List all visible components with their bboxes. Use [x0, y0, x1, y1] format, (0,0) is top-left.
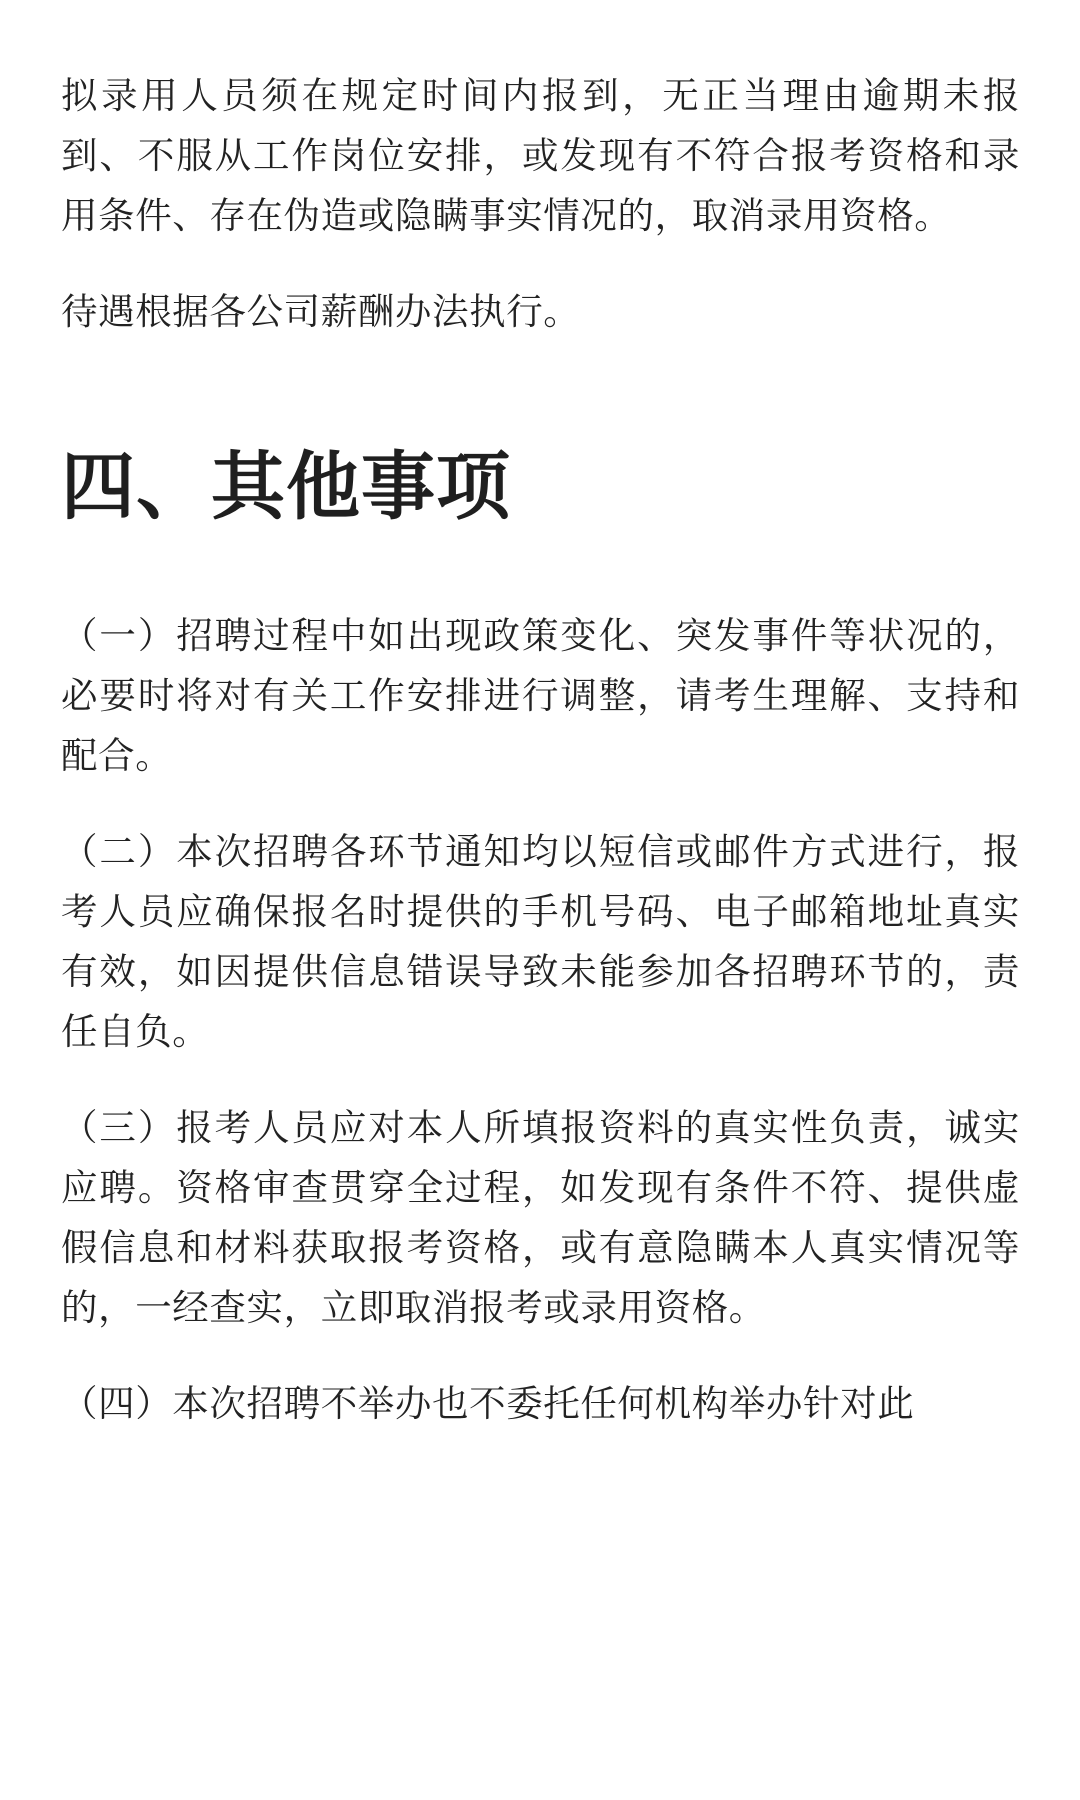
paragraph-salary: 待遇根据各公司薪酬办法执行。 [61, 290, 581, 333]
item-policy-change: （一）招聘过程中如出现政策变化、突发事件等状况的，必要时将对有关工作安排进行调整，请考生理解、支持和配合。 [61, 614, 1020, 777]
item-notification-method: （二）本次招聘各环节通知均以短信或邮件方式进行，报考人员应确保报名时提供的手机号码、电子邮箱地址真实有效，如因提供信息错误导致未能参加各招聘环节的，责任自负。 [61, 830, 1020, 1053]
item-information-authenticity: （三）报考人员应对本人所填报资料的真实性负责，诚实应聘。资格审查贯穿全过程，如发现有条件不符、提供虚假信息和材料获取报考资格，或有意隐瞒本人真实情况等的，一经查实，立即取消报考或录用资格。 [61, 1106, 1020, 1329]
paragraph-report-deadline: 拟录用人员须在规定时间内报到，无正当理由逾期未报到、不服从工作岗位安排，或发现有不符合报考资格和录用条件、存在伪造或隐瞒事实情况的，取消录用资格。 [61, 74, 1020, 237]
section-heading: 四、其他事项 [61, 444, 511, 530]
item-no-training-agency: （四）本次招聘不举办也不委托任何机构举办针对此 [61, 1382, 915, 1425]
